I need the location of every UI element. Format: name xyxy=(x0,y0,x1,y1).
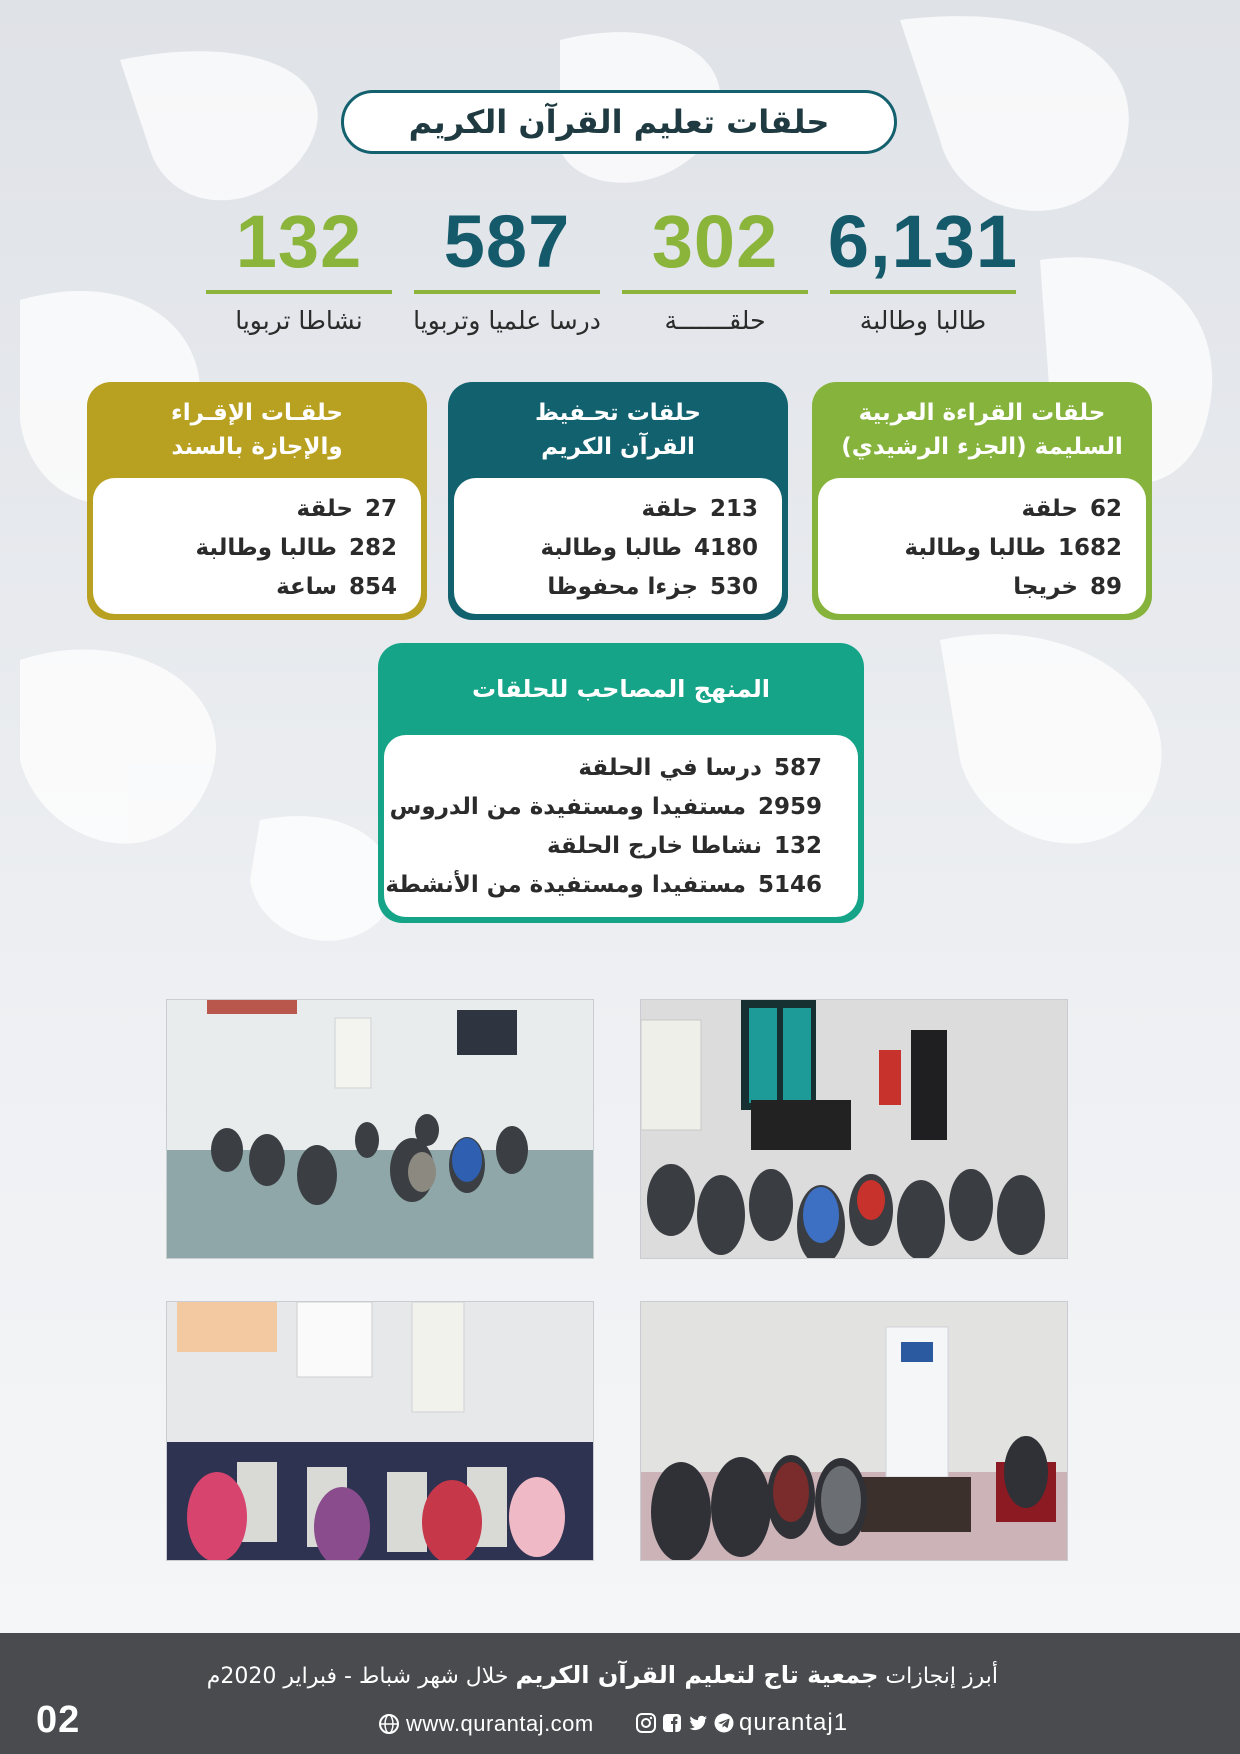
card-title-line2: والإجازة بالسند xyxy=(171,434,343,460)
page-number: 02 xyxy=(36,1699,81,1741)
card-title-line1: حلقـات الإقـراء xyxy=(170,400,344,426)
photo-illustration xyxy=(167,1302,594,1561)
stat-label: نشاطا تربويا xyxy=(235,306,363,335)
stat-lessons xyxy=(408,200,606,335)
card-row xyxy=(842,529,1122,568)
card-header xyxy=(448,382,788,478)
row-text: طالبا وطالبة xyxy=(904,535,1046,561)
row-text: مستفيدا ومستفيدة من الدروس xyxy=(389,794,746,820)
row-text: خريجا xyxy=(1013,574,1078,600)
footer-prefix: أبرز إنجازات xyxy=(885,1664,998,1689)
stat-divider xyxy=(622,290,808,294)
stat-label: درسا علميا وتربويا xyxy=(413,306,601,335)
card-row xyxy=(117,568,397,607)
footer-brand: جمعية تاج لتعليم القرآن الكريم xyxy=(515,1661,879,1689)
card-body xyxy=(454,478,782,614)
row-number: 132 xyxy=(773,833,822,859)
card-row xyxy=(117,529,397,568)
card-title: المنهج المصاحب للحلقات xyxy=(472,675,770,703)
card-row xyxy=(385,866,822,905)
website-url[interactable]: www.qurantaj.com xyxy=(406,1711,594,1736)
footer-suffix: خلال شهر شباط - فبراير 2020م xyxy=(206,1664,509,1689)
card-reading-circles xyxy=(812,382,1152,620)
card-row xyxy=(389,788,822,827)
row-text: نشاطا خارج الحلقة xyxy=(546,833,762,859)
footer-social xyxy=(635,1709,848,1737)
stat-divider xyxy=(414,290,600,294)
row-text: طالبا وطالبة xyxy=(540,535,682,561)
card-header xyxy=(378,643,864,735)
stat-divider xyxy=(206,290,392,294)
footer-caption xyxy=(207,1661,998,1689)
card-row xyxy=(478,529,758,568)
photo-ijazah-session xyxy=(640,1301,1068,1561)
card-memorization-circles xyxy=(448,382,788,620)
stat-value: 6,131 xyxy=(827,200,1019,283)
card-row xyxy=(117,490,397,529)
card-row xyxy=(420,749,822,788)
card-row xyxy=(478,490,758,529)
row-text: درسا في الحلقة xyxy=(578,755,762,781)
card-title-line2: القرآن الكريم xyxy=(541,434,695,460)
card-body xyxy=(818,478,1146,614)
page-title: حلقات تعليم القرآن الكريم xyxy=(341,90,897,154)
footer-website[interactable] xyxy=(378,1711,594,1737)
card-body xyxy=(93,478,421,614)
row-number: 62 xyxy=(1089,496,1122,522)
stat-label: طالبا وطالبة xyxy=(859,306,987,335)
row-number: 854 xyxy=(348,574,397,600)
stat-value: 302 xyxy=(651,200,779,283)
card-body xyxy=(384,735,858,917)
stat-students xyxy=(824,200,1022,335)
photo-illustration xyxy=(641,1302,1068,1561)
card-row xyxy=(478,568,758,607)
row-text: جزءا محفوظا xyxy=(547,574,698,600)
row-number: 89 xyxy=(1089,574,1122,600)
card-curriculum xyxy=(378,643,864,923)
card-title-line2: السليمة (الجزء الرشيدي) xyxy=(841,434,1123,460)
card-row xyxy=(420,827,822,866)
twitter-icon[interactable] xyxy=(687,1712,709,1734)
stat-divider xyxy=(830,290,1016,294)
row-number: 213 xyxy=(709,496,758,522)
footer xyxy=(0,1633,1240,1754)
photo-illustration xyxy=(641,1000,1068,1259)
facebook-icon[interactable] xyxy=(661,1712,683,1734)
card-row xyxy=(842,490,1122,529)
globe-icon xyxy=(378,1713,400,1735)
social-handle[interactable]: qurantaj1 xyxy=(739,1709,849,1736)
card-header xyxy=(87,382,427,478)
card-row xyxy=(842,568,1122,607)
row-number: 530 xyxy=(709,574,758,600)
card-title-line1: حلقات تحـفيظ xyxy=(535,400,701,426)
card-title-line1: حلقات القراءة العربية xyxy=(858,400,1106,426)
row-text: طالبا وطالبة xyxy=(195,535,337,561)
row-number: 5146 xyxy=(757,872,822,898)
row-number: 2959 xyxy=(757,794,822,820)
photo-lesson-with-teacher xyxy=(640,999,1068,1259)
row-text: حلقة xyxy=(641,496,698,522)
stat-label: حلقـــــــة xyxy=(664,306,766,335)
row-text: حلقة xyxy=(296,496,353,522)
stats-row xyxy=(196,200,1026,340)
photo-illustration xyxy=(167,1000,594,1259)
row-number: 587 xyxy=(773,755,822,781)
photo-circle-on-carpet xyxy=(166,999,594,1259)
row-number: 27 xyxy=(364,496,397,522)
row-number: 282 xyxy=(348,535,397,561)
instagram-icon[interactable] xyxy=(635,1712,657,1734)
row-number: 1682 xyxy=(1057,535,1122,561)
card-header xyxy=(812,382,1152,478)
stat-circles xyxy=(616,200,814,335)
row-text: مستفيدا ومستفيدة من الأنشطة xyxy=(385,872,746,898)
row-text: حلقة xyxy=(1021,496,1078,522)
stat-value: 587 xyxy=(443,200,571,283)
row-text: ساعة xyxy=(276,574,337,600)
card-ijazah-circles xyxy=(87,382,427,620)
row-number: 4180 xyxy=(693,535,758,561)
photo-girls-circle xyxy=(166,1301,594,1561)
telegram-icon[interactable] xyxy=(713,1712,735,1734)
stat-value: 132 xyxy=(235,200,363,283)
stat-activities xyxy=(200,200,398,335)
